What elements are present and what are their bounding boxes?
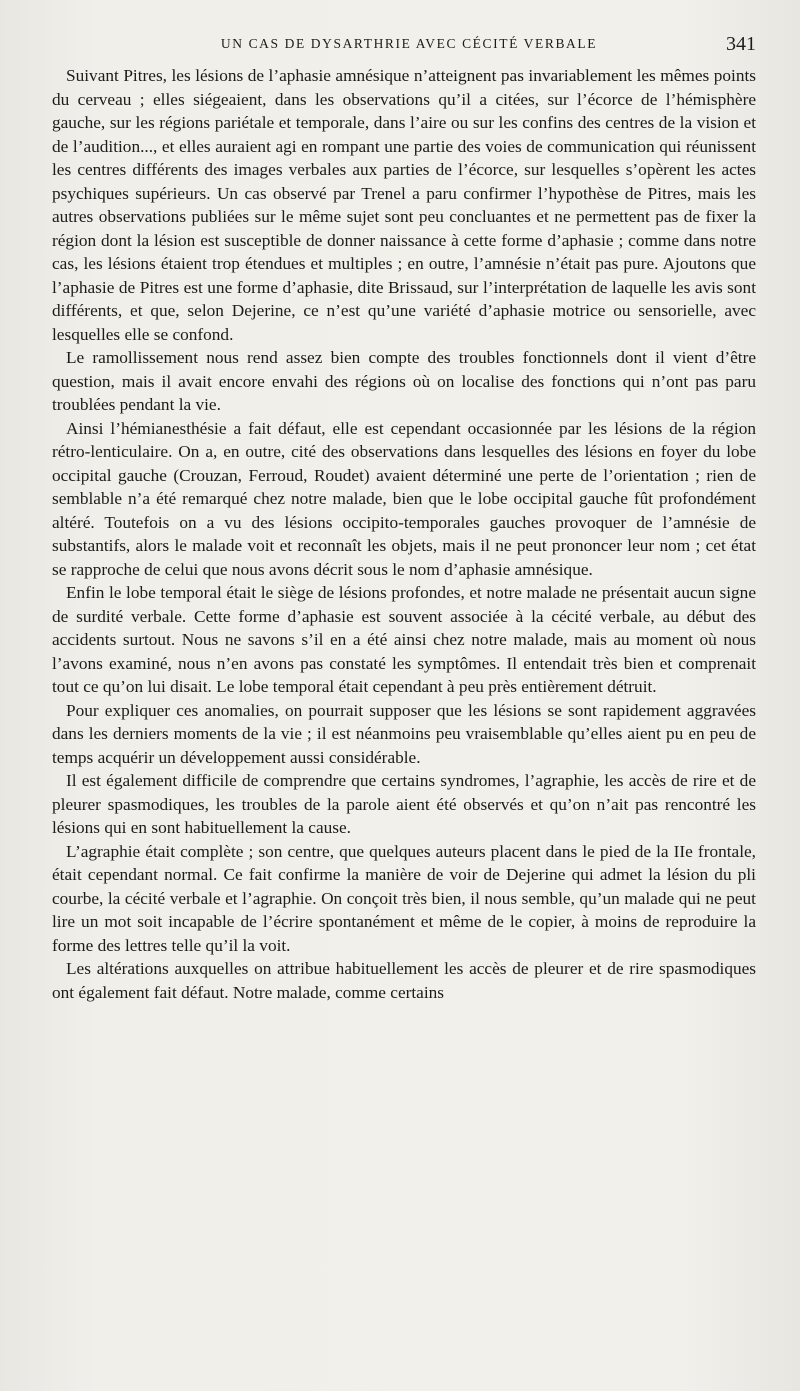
- running-head: [52, 30, 756, 64]
- paragraph: Enfin le lobe temporal était le siège de lésions profondes, et notre malade ne présentait aucun signe de surdité verbale. Cette forme d’aphasie est souvent associée à la cécité verbale, au début des accidents surtout. Nous ne savons s’il en a été ainsi chez notre malade, mais au moment où nous l’avons examiné, nous n’en avons pas constaté les symptômes. Il entendait très bien et comprenait tout ce qu’on lui disait. Le lobe temporal était cependant à peu près entièrement détruit.: [52, 583, 756, 696]
- body-text: [52, 64, 756, 1004]
- paragraph: Ainsi l’hémianesthésie a fait défaut, elle est cependant occasionnée par les lésions de la région rétro-lenticulaire. On a, en outre, cité des observations dans lesquelles des lésions en foyer du lobe occipital gauche (Crouzan, Ferroud, Roudet) avaient déterminé une perte de l’orientation ; rien de semblable n’a été remarqué chez notre malade, bien que le lobe occipital gauche fût profondément altéré. Toutefois on a vu des lésions occipito-temporales gauches provoquer de l’amnésie de substantifs, alors le malade voit et reconnaît les objets, mais il ne peut prononcer leur nom ; cet état se rapproche de celui que nous avons décrit sous le nom d’aphasie amnésique.: [52, 418, 756, 579]
- running-title: UN CAS DE DYSARTHRIE AVEC CÉCITÉ VERBALE: [220, 36, 598, 51]
- paragraph: L’agraphie était complète ; son centre, que quelques auteurs placent dans le pied de la IIe frontale, était cependant normal. Ce fait confirme la manière de voir de Dejerine qui admet la lésion du pli courbe, la cécité verbale et l’agraphie. On conçoit très bien, il nous semble, qu’un malade qui ne peut lire un mot soit incapable de l’écrire spontanément et même de le copier, à moins de reproduire la forme des lettres telle qu’il la voit.: [52, 841, 756, 955]
- paragraph: Les altérations auxquelles on attribue habituellement les accès de pleurer et de rire spasmodiques ont également fait défaut. Notre malade, comme certains: [52, 959, 756, 1002]
- paragraph: Le ramollissement nous rend assez bien compte des troubles fonctionnels dont il vient d’être question, mais il avait encore envahi des régions où on localise des fonctions qui n’ont pas paru troublées pendant la vie.: [52, 348, 756, 414]
- page-number: 341: [726, 33, 756, 55]
- paragraph: Pour expliquer ces anomalies, on pourrait supposer que les lésions se sont rapidement aggravées dans les derniers moments de la vie ; il est néanmoins peu vraisemblable qu’elles aient pu en peu de temps acquérir un développement aussi considérable.: [52, 700, 756, 767]
- paragraph: Suivant Pitres, les lésions de l’aphasie amnésique n’atteignent pas invariablement les mêmes points du cerveau ; elles siégeaient, dans les observations qu’il a citées, sur l’écorce de l’hémisphère gauche, sur les régions pariétale et temporale, dans l’aire ou sur les confins des centres de la vision et de l’audition..., et elles auraient agi en rompant une partie des voies de communication qui réunissent les centres différents des images verbales aux parties de l’écorce, sur lesquelles s’opèrent les actes psychiques supérieurs. Un cas observé par Trenel a paru confirmer l’hypothèse de Pitres, mais les autres observations publiées sur le même sujet sont peu concluantes et ne permettent pas de fixer la région dont la lésion est susceptible de donner naissance à cette forme d’aphasie ; comme dans notre cas, les lésions étaient trop étendues et multiples ; en outre, l’amnésie n’était pas pure. Ajoutons que l’aphasie de Pitres est une forme d’aphasie, dite Brissaud, sur l’interprétation de laquelle les avis sont différents, et que, selon Dejerine, ce n’est qu’une variété d’aphasie motrice ou sensorielle, avec lesquelles elle se confond.: [52, 66, 756, 344]
- paragraph: Il est également difficile de comprendre que certains syndromes, l’agraphie, les accès de rire et de pleurer spasmodiques, les troubles de la parole aient été observés et qu’on n’ait pas rencontré les lésions qui en sont habituellement la cause.: [52, 771, 756, 837]
